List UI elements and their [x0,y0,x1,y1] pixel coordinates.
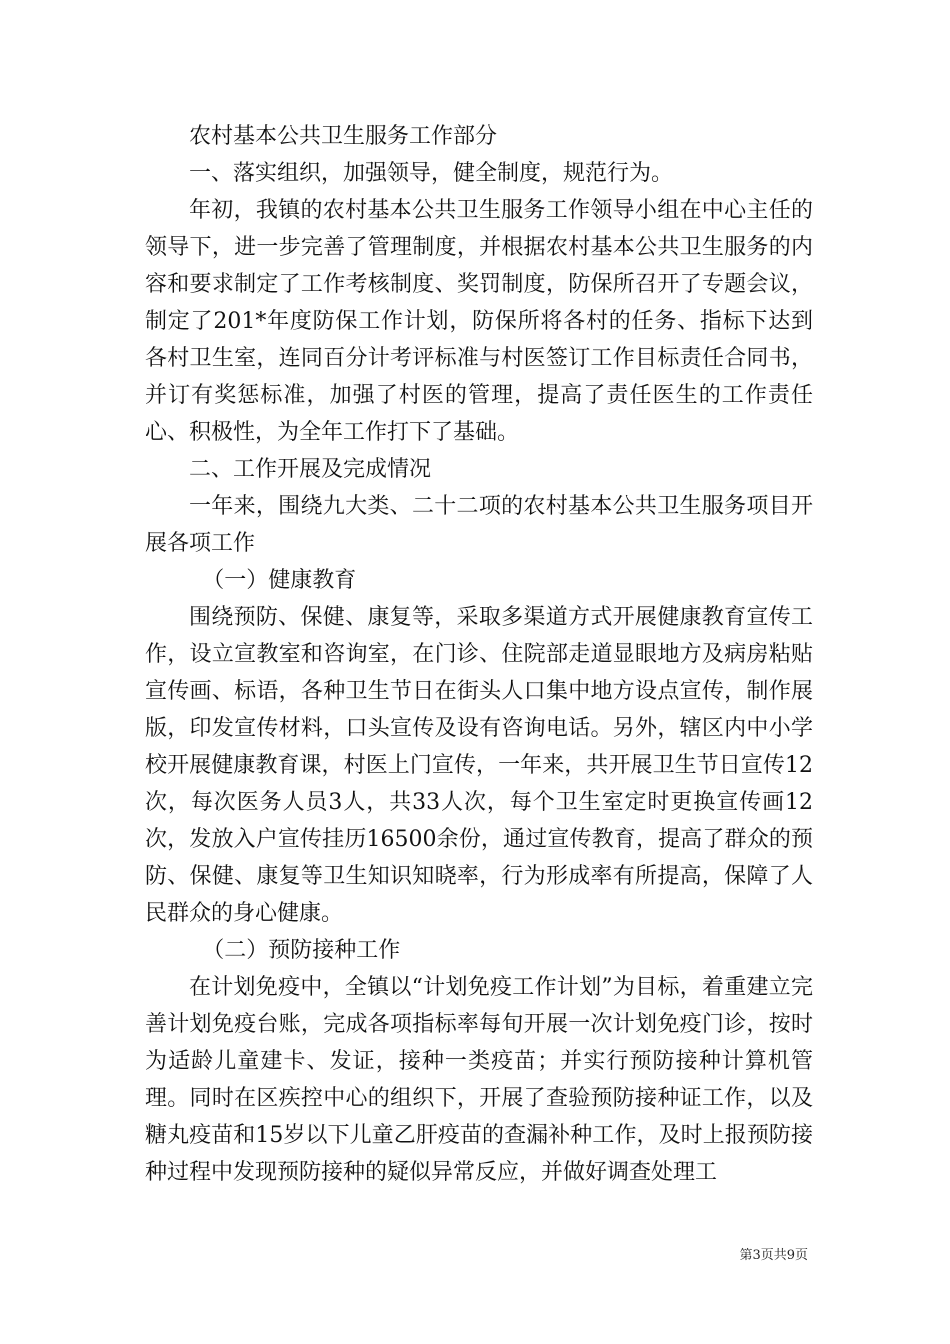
paragraph-year-overview: 一年来，围绕九大类、二十二项的农村基本公共卫生服务项目开展各项工作 [145,494,813,556]
heading-two: 二、工作开展及完成情况 [189,457,432,482]
document-body [145,118,813,1191]
paragraph-health-education: 围绕预防、保健、康复等，采取多渠道方式开展健康教育宣传工作，设立宣教室和咨询室，在门诊、住院部走道显眼地方及病房粘贴宣传画、标语，各种卫生节日在街头人口集中地方设点宣传，制作展版，印发宣传材料，口头宣传及设有咨询电话。另外，辖区内中小学校开展健康教育课，村医上门宣传，一年来，共开展卫生节日宣传12次，每次医务人员3人，共33人次，每个卫生室定时更换宣传画12次，发放入户宣传挂历16500余份，通过宣传教育，提高了群众的预防、保健、康复等卫生知识知晓率，行为形成率有所提高，保障了人民群众的身心健康。 [145,605,813,926]
heading-one: 一、落实组织，加强领导，健全制度，规范行为。 [189,161,674,186]
paragraph-vaccination: 在计划免疫中，全镇以“计划免疫工作计划”为目标，着重建立完善计划免疫台账，完成各项指标率每旬开展一次计划免疫门诊，按时为适龄儿童建卡、发证，接种一类疫苗；并实行预防接种计算机管理。同时在区疾控中心的组织下，开展了查验预防接种证工作，以及糖丸疫苗和15岁以下儿童乙肝疫苗的查漏补种工作，及时上报预防接种过程中发现预防接种的疑似异常反应，并做好调查处理工 [145,975,813,1185]
page-number: 第3页共9页 [739,1248,808,1263]
subheading-vaccination: （二）预防接种工作 [202,938,401,963]
paragraph-beginning-of-year: 年初，我镇的农村基本公共卫生服务工作领导小组在中心主任的领导下，进一步完善了管理制度，并根据农村基本公共卫生服务的内容和要求制定了工作考核制度、奖罚制度，防保所召开了专题会议，制定了201*年度防保工作计划，防保所将各村的任务、指标下达到各村卫生室，连同百分计考评标准与村医签订工作目标责任合同书，并订有奖惩标准，加强了村医的管理，提高了责任医生的工作责任心、积极性，为全年工作打下了基础。 [145,198,813,445]
subheading-health-education: （一）健康教育 [202,568,357,593]
section-title: 农村基本公共卫生服务工作部分 [189,124,498,149]
